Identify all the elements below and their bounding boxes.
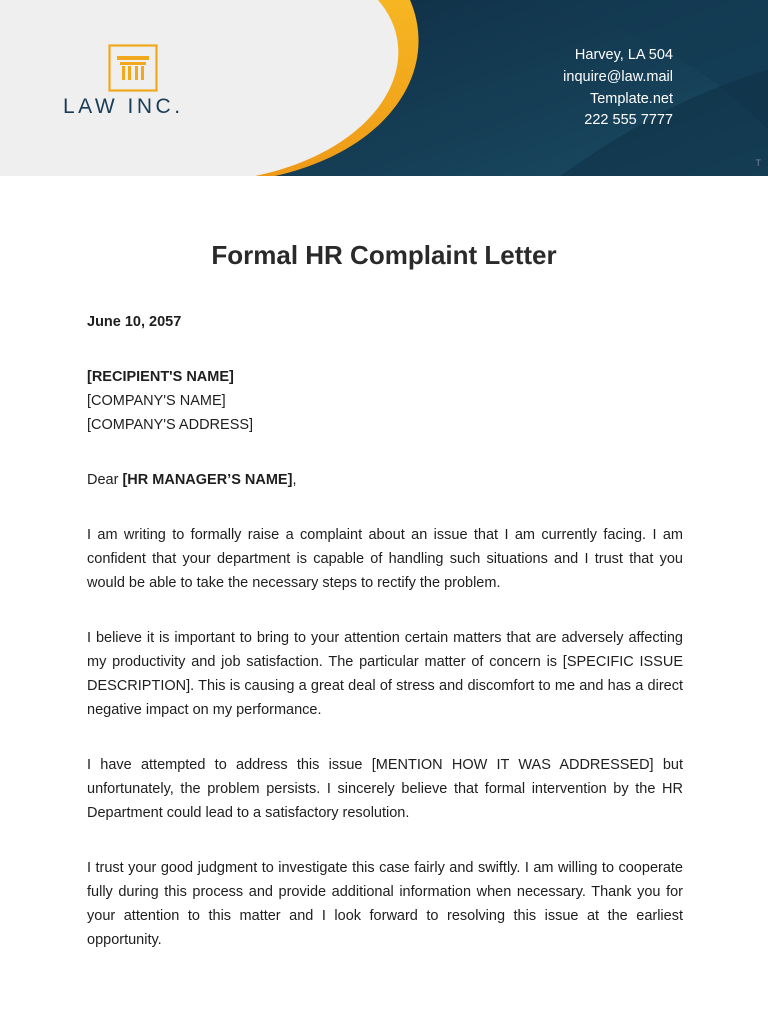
paragraph: I trust your good judgment to investigate this case fairly and swiftly. I am willing to cooperate fully during this process and provide additional information when necessary. Thank you for your attention to this matter and I look forward to resolving this issue at the earliest opportunity. (87, 860, 683, 948)
letter-body (87, 310, 683, 952)
corner-mark: T (755, 158, 761, 168)
paragraph: I believe it is important to bring to your attention certain matters that are adversely affecting my productivity and job satisfaction. The particular matter of concern is [SPECIFIC ISSUE DESCRIPTION]. This is causing a great deal of stress and discomfort to me and has a direct negative impact on my performance. (87, 630, 683, 718)
company-name: LAW INC. (63, 95, 184, 118)
letter-date: June 10, 2057 (87, 314, 182, 330)
paragraph: I have attempted to address this issue [MENTION HOW IT WAS ADDRESSED] but unfortunately, the problem persists. I sincerely believe that formal intervention by the HR Department could lead to a satisfactory resolution. (87, 757, 683, 821)
contact-block (563, 45, 673, 132)
recipient-block (87, 365, 683, 437)
contact-website: Template.net (589, 90, 673, 107)
recipient-name: [RECIPIENT'S NAME] (87, 369, 234, 385)
contact-address: Harvey, LA 504 (574, 47, 673, 63)
letterhead (0, 0, 768, 176)
contact-phone: 222 555 7777 (584, 112, 673, 129)
letter-title: Formal HR Complaint Letter (211, 240, 557, 270)
salutation-name: [HR MANAGER’S NAME] (122, 472, 293, 488)
paragraph: I am writing to formally raise a complaint about an issue that I am currently facing. I am confident that your department is capable of handling such situations and I trust that you would be able to take the necessary steps to rectify the problem. (87, 527, 683, 591)
pillar-icon (108, 44, 158, 92)
salutation-prefix: Dear (87, 472, 123, 488)
salutation-suffix: , (292, 472, 297, 488)
recipient-address: [COMPANY'S ADDRESS] (87, 417, 254, 433)
contact-email: inquire@law.mail (563, 68, 673, 85)
salutation (87, 468, 683, 492)
recipient-company: [COMPANY'S NAME] (87, 393, 226, 409)
